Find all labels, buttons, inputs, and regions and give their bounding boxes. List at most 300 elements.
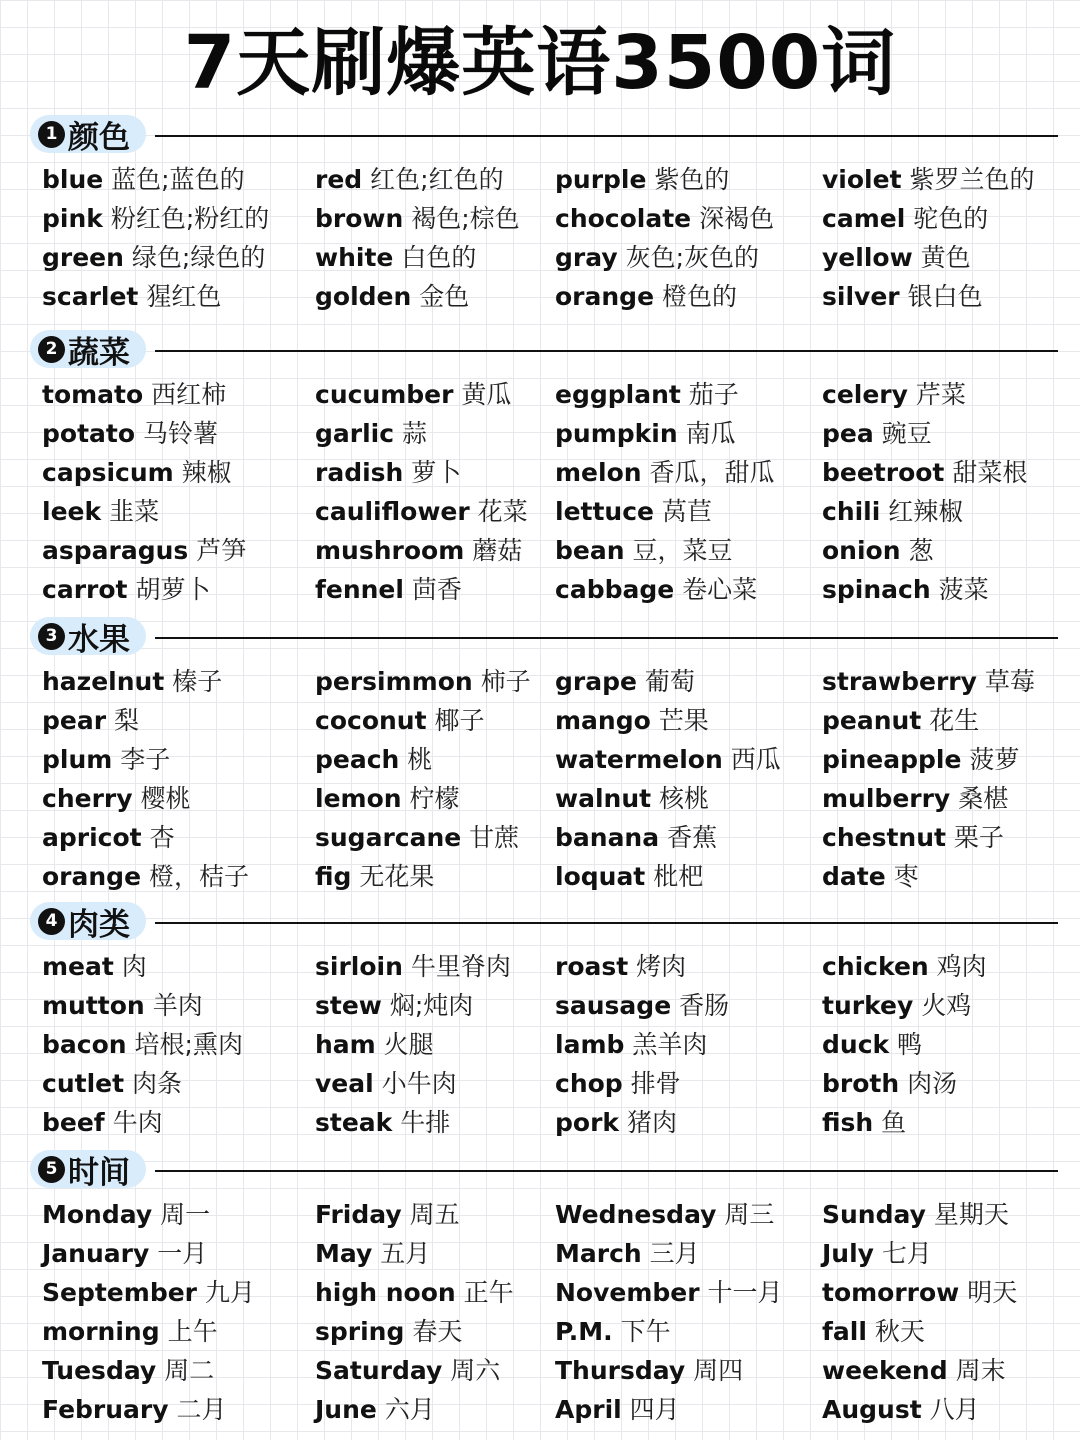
word-entry (315, 1064, 511, 1103)
word-entry (555, 570, 775, 609)
word-column (555, 1195, 783, 1429)
english-word: P.M. (555, 1317, 613, 1346)
chinese-meaning: 花菜 (477, 497, 528, 526)
word-entry (822, 199, 1035, 238)
word-entry (822, 453, 1027, 492)
english-word: melon (555, 458, 642, 487)
word-column (822, 160, 1035, 316)
word-entry (315, 818, 531, 857)
chinese-meaning: 周三 (724, 1200, 775, 1229)
english-word: Wednesday (555, 1200, 717, 1229)
word-entry (42, 375, 246, 414)
section-divider (155, 350, 1058, 352)
word-entry (822, 986, 987, 1025)
section-title: 肉类 (68, 906, 130, 943)
english-word: camel (822, 204, 906, 233)
word-entry (822, 160, 1035, 199)
word-entry (822, 740, 1035, 779)
word-entry (42, 1351, 255, 1390)
chinese-meaning: 上午 (167, 1317, 218, 1346)
english-word: golden (315, 282, 412, 311)
english-word: blue (42, 165, 104, 194)
word-column (555, 947, 729, 1142)
word-entry (555, 818, 781, 857)
chinese-meaning: 葡萄 (644, 667, 695, 696)
english-word: cutlet (42, 1069, 125, 1098)
word-entry (555, 238, 774, 277)
english-word: banana (555, 823, 660, 852)
word-entry (42, 1273, 255, 1312)
word-entry (555, 1312, 783, 1351)
word-column (822, 662, 1035, 896)
chinese-meaning: 猪肉 (626, 1108, 677, 1137)
word-entry (315, 740, 531, 779)
chinese-meaning: 鸡肉 (936, 952, 987, 981)
chinese-meaning: 柿子 (480, 667, 531, 696)
english-word: scarlet (42, 282, 139, 311)
word-column (42, 662, 249, 896)
word-entry (315, 531, 528, 570)
word-entry (555, 1025, 729, 1064)
word-entry (315, 1273, 514, 1312)
english-word: sausage (555, 991, 672, 1020)
word-entry (315, 453, 528, 492)
word-entry (555, 531, 775, 570)
chinese-meaning: 牛排 (400, 1108, 451, 1137)
chinese-meaning: 香肠 (679, 991, 730, 1020)
english-word: fig (315, 862, 352, 891)
english-word: September (42, 1278, 197, 1307)
section-number-badge: 4 (38, 908, 65, 935)
word-entry (555, 1234, 783, 1273)
word-entry (555, 1351, 783, 1390)
english-word: bean (555, 536, 625, 565)
chinese-meaning: 草莓 (984, 667, 1035, 696)
english-word: Monday (42, 1200, 153, 1229)
chinese-meaning: 肉 (121, 952, 147, 981)
english-word: weekend (822, 1356, 948, 1385)
english-word: May (315, 1239, 373, 1268)
english-word: duck (822, 1030, 890, 1059)
english-word: February (42, 1395, 169, 1424)
chinese-meaning: 榛子 (172, 667, 223, 696)
word-entry (555, 662, 781, 701)
word-entry (42, 531, 246, 570)
chinese-meaning: 焖;炖肉 (389, 991, 474, 1020)
word-entry (555, 740, 781, 779)
word-entry (315, 199, 520, 238)
english-word: strawberry (822, 667, 977, 696)
chinese-meaning: 甜菜根 (952, 458, 1028, 487)
english-word: violet (822, 165, 902, 194)
word-entry (822, 1273, 1017, 1312)
chinese-meaning: 茴香 (411, 575, 462, 604)
word-entry (822, 701, 1035, 740)
word-entry (315, 1351, 514, 1390)
english-word: veal (315, 1069, 374, 1098)
chinese-meaning: 驼色的 (913, 204, 989, 233)
chinese-meaning: 红辣椒 (888, 497, 964, 526)
word-entry (555, 1390, 783, 1429)
english-word: green (42, 243, 124, 272)
word-entry (42, 199, 269, 238)
chinese-meaning: 茄子 (688, 380, 739, 409)
chinese-meaning: 排骨 (630, 1069, 681, 1098)
chinese-meaning: 栗子 (953, 823, 1004, 852)
english-word: tomorrow (822, 1278, 960, 1307)
english-word: persimmon (315, 667, 473, 696)
chinese-meaning: 芦笋 (196, 536, 247, 565)
english-word: orange (555, 282, 655, 311)
chinese-meaning: 褐色;棕色 (411, 204, 520, 233)
chinese-meaning: 明天 (967, 1278, 1018, 1307)
english-word: pink (42, 204, 103, 233)
chinese-meaning: 肉条 (132, 1069, 183, 1098)
word-entry (822, 238, 1035, 277)
english-word: loquat (555, 862, 646, 891)
chinese-meaning: 灰色;灰色的 (625, 243, 760, 272)
english-word: cauliflower (315, 497, 470, 526)
section-2 (0, 330, 1080, 604)
section-header (0, 1150, 1080, 1190)
word-entry (555, 414, 775, 453)
english-word: onion (822, 536, 901, 565)
word-entry (42, 570, 246, 609)
english-word: Saturday (315, 1356, 443, 1385)
english-word: watermelon (555, 745, 723, 774)
word-entry (315, 1025, 511, 1064)
word-entry (822, 1064, 987, 1103)
chinese-meaning: 周六 (450, 1356, 501, 1385)
section-number-badge: 3 (38, 623, 65, 650)
word-entry (555, 1103, 729, 1142)
section-title: 水果 (68, 621, 130, 658)
word-column (822, 375, 1027, 609)
english-word: capsicum (42, 458, 174, 487)
section-divider (155, 922, 1058, 924)
chinese-meaning: 桃 (407, 745, 433, 774)
english-word: yellow (822, 243, 913, 272)
section-number-badge: 5 (38, 1156, 65, 1183)
section-number-badge: 2 (38, 336, 65, 363)
english-word: purple (555, 165, 647, 194)
word-entry (42, 1312, 255, 1351)
chinese-meaning: 绿色;绿色的 (131, 243, 266, 272)
english-word: Sunday (822, 1200, 926, 1229)
english-word: fall (822, 1317, 867, 1346)
chinese-meaning: 二月 (176, 1395, 227, 1424)
word-entry (315, 1312, 514, 1351)
english-word: June (315, 1395, 377, 1424)
english-word: turkey (822, 991, 914, 1020)
english-word: March (555, 1239, 642, 1268)
chinese-meaning: 鱼 (881, 1108, 907, 1137)
chinese-meaning: 梨 (114, 706, 140, 735)
word-entry (822, 570, 1027, 609)
english-word: orange (42, 862, 142, 891)
chinese-meaning: 菠萝 (969, 745, 1020, 774)
english-word: steak (315, 1108, 393, 1137)
english-word: April (555, 1395, 622, 1424)
word-entry (555, 492, 775, 531)
english-word: pea (822, 419, 874, 448)
english-word: peanut (822, 706, 922, 735)
word-entry (42, 947, 243, 986)
english-word: grape (555, 667, 637, 696)
word-entry (822, 1312, 1017, 1351)
english-word: white (315, 243, 394, 272)
chinese-meaning: 韭菜 (109, 497, 160, 526)
word-column (42, 375, 246, 609)
chinese-meaning: 鸭 (897, 1030, 923, 1059)
chinese-meaning: 芹菜 (915, 380, 966, 409)
word-entry (822, 414, 1027, 453)
word-entry (822, 375, 1027, 414)
english-word: garlic (315, 419, 395, 448)
section-header (0, 617, 1080, 657)
chinese-meaning: 马铃薯 (142, 419, 218, 448)
word-entry (555, 199, 774, 238)
chinese-meaning: 三月 (649, 1239, 700, 1268)
chinese-meaning: 柠檬 (409, 784, 460, 813)
english-word: brown (315, 204, 404, 233)
chinese-meaning: 蘑菇 (472, 536, 523, 565)
english-word: January (42, 1239, 150, 1268)
word-column (555, 375, 775, 609)
english-word: lemon (315, 784, 402, 813)
word-entry (822, 1195, 1017, 1234)
english-word: cherry (42, 784, 133, 813)
word-entry (42, 1064, 243, 1103)
chinese-meaning: 葱 (908, 536, 934, 565)
english-word: radish (315, 458, 404, 487)
english-word: plum (42, 745, 113, 774)
section-divider (155, 637, 1058, 639)
english-word: ham (315, 1030, 376, 1059)
word-entry (315, 1234, 514, 1273)
section-header (0, 330, 1080, 370)
chinese-meaning: 豆，菜豆 (632, 536, 733, 565)
chinese-meaning: 周末 (955, 1356, 1006, 1385)
word-entry (315, 160, 520, 199)
english-word: fish (822, 1108, 874, 1137)
chinese-meaning: 周五 (409, 1200, 460, 1229)
chinese-meaning: 紫罗兰色的 (909, 165, 1035, 194)
word-entry (822, 492, 1027, 531)
chinese-meaning: 核桃 (659, 784, 710, 813)
chinese-meaning: 一月 (157, 1239, 208, 1268)
chinese-meaning: 春天 (412, 1317, 463, 1346)
word-column (42, 160, 269, 316)
chinese-meaning: 周四 (693, 1356, 744, 1385)
chinese-meaning: 蒜 (402, 419, 428, 448)
word-entry (822, 1234, 1017, 1273)
word-entry (822, 1351, 1017, 1390)
english-word: beetroot (822, 458, 945, 487)
section-divider (155, 135, 1058, 137)
word-entry (315, 947, 511, 986)
chinese-meaning: 香蕉 (667, 823, 718, 852)
word-entry (822, 1390, 1017, 1429)
english-word: pear (42, 706, 107, 735)
word-entry (315, 1195, 514, 1234)
word-entry (315, 986, 511, 1025)
english-word: cucumber (315, 380, 454, 409)
word-entry (555, 947, 729, 986)
english-word: Thursday (555, 1356, 686, 1385)
chinese-meaning: 蓝色;蓝色的 (111, 165, 245, 194)
english-word: chop (555, 1069, 623, 1098)
section-divider (155, 1170, 1058, 1172)
section-5 (0, 1150, 1080, 1424)
chinese-meaning: 枇杷 (653, 862, 704, 891)
word-entry (315, 857, 531, 896)
word-column (822, 1195, 1017, 1429)
word-column (315, 947, 511, 1142)
english-word: fennel (315, 575, 404, 604)
chinese-meaning: 橙，桔子 (148, 862, 249, 891)
word-entry (42, 160, 269, 199)
word-entry (42, 1234, 255, 1273)
word-entry (315, 1103, 511, 1142)
chinese-meaning: 秋天 (874, 1317, 925, 1346)
word-entry (555, 857, 781, 896)
english-word: July (822, 1239, 874, 1268)
section-1 (0, 115, 1080, 311)
english-word: chili (822, 497, 881, 526)
chinese-meaning: 牛肉 (112, 1108, 163, 1137)
english-word: coconut (315, 706, 427, 735)
chinese-meaning: 羊肉 (152, 991, 203, 1020)
chinese-meaning: 枣 (893, 862, 919, 891)
word-entry (822, 857, 1035, 896)
chinese-meaning: 黄瓜 (461, 380, 512, 409)
english-word: pumpkin (555, 419, 678, 448)
word-entry (42, 1103, 243, 1142)
chinese-meaning: 火鸡 (921, 991, 972, 1020)
word-entry (822, 277, 1035, 316)
word-entry (822, 662, 1035, 701)
word-entry (315, 375, 528, 414)
english-word: date (822, 862, 886, 891)
word-entry (42, 1390, 255, 1429)
chinese-meaning: 紫色的 (654, 165, 730, 194)
chinese-meaning: 橙色的 (661, 282, 737, 311)
english-word: hazelnut (42, 667, 165, 696)
chinese-meaning: 菠菜 (938, 575, 989, 604)
section-title: 颜色 (68, 119, 130, 156)
chinese-meaning: 烤肉 (636, 952, 687, 981)
chinese-meaning: 深褐色 (699, 204, 775, 233)
word-entry (555, 1273, 783, 1312)
english-word: chocolate (555, 204, 692, 233)
word-column (555, 160, 774, 316)
word-entry (555, 1064, 729, 1103)
english-word: sugarcane (315, 823, 462, 852)
chinese-meaning: 樱桃 (140, 784, 191, 813)
chinese-meaning: 胡萝卜 (135, 575, 211, 604)
word-entry (315, 701, 531, 740)
word-column (315, 375, 528, 609)
chinese-meaning: 羔羊肉 (632, 1030, 708, 1059)
chinese-meaning: 花生 (929, 706, 980, 735)
english-word: potato (42, 419, 136, 448)
chinese-meaning: 周一 (160, 1200, 211, 1229)
english-word: walnut (555, 784, 652, 813)
word-entry (555, 375, 775, 414)
word-column (315, 160, 520, 316)
english-word: pork (555, 1108, 620, 1137)
section-number-badge: 1 (38, 121, 65, 148)
chinese-meaning: 莴苣 (661, 497, 712, 526)
word-entry (42, 492, 246, 531)
word-entry (42, 662, 249, 701)
word-entry (315, 570, 528, 609)
word-entry (42, 453, 246, 492)
word-entry (315, 492, 528, 531)
english-word: beef (42, 1108, 105, 1137)
chinese-meaning: 辣椒 (181, 458, 232, 487)
chinese-meaning: 西红柿 (151, 380, 227, 409)
chinese-meaning: 西瓜 (730, 745, 781, 774)
english-word: carrot (42, 575, 128, 604)
chinese-meaning: 李子 (120, 745, 171, 774)
chinese-meaning: 甘蔗 (469, 823, 520, 852)
chinese-meaning: 小牛肉 (381, 1069, 457, 1098)
chinese-meaning: 八月 (929, 1395, 980, 1424)
chinese-meaning: 椰子 (434, 706, 485, 735)
chinese-meaning: 九月 (204, 1278, 255, 1307)
chinese-meaning: 七月 (881, 1239, 932, 1268)
word-column (315, 662, 531, 896)
english-word: gray (555, 243, 618, 272)
english-word: high noon (315, 1278, 456, 1307)
english-word: red (315, 165, 363, 194)
chinese-meaning: 银白色 (907, 282, 983, 311)
word-entry (42, 986, 243, 1025)
section-title-pill (30, 115, 146, 156)
chinese-meaning: 肉汤 (907, 1069, 958, 1098)
word-entry (315, 662, 531, 701)
word-entry (822, 531, 1027, 570)
english-word: celery (822, 380, 908, 409)
english-word: silver (822, 282, 900, 311)
section-title-pill (30, 617, 146, 658)
word-entry (315, 238, 520, 277)
word-entry (42, 277, 269, 316)
chinese-meaning: 粉红色;粉红的 (110, 204, 270, 233)
chinese-meaning: 红色;红色的 (370, 165, 504, 194)
word-entry (555, 986, 729, 1025)
english-word: apricot (42, 823, 142, 852)
english-word: tomato (42, 380, 144, 409)
english-word: spring (315, 1317, 405, 1346)
chinese-meaning: 金色 (419, 282, 470, 311)
chinese-meaning: 芒果 (658, 706, 709, 735)
word-entry (42, 740, 249, 779)
chinese-meaning: 白色的 (401, 243, 477, 272)
english-word: stew (315, 991, 382, 1020)
word-column (555, 662, 781, 896)
word-entry (555, 779, 781, 818)
word-entry (42, 1195, 255, 1234)
chinese-meaning: 卷心菜 (682, 575, 758, 604)
english-word: chicken (822, 952, 929, 981)
word-entry (42, 857, 249, 896)
english-word: lettuce (555, 497, 654, 526)
english-word: sirloin (315, 952, 403, 981)
english-word: peach (315, 745, 400, 774)
